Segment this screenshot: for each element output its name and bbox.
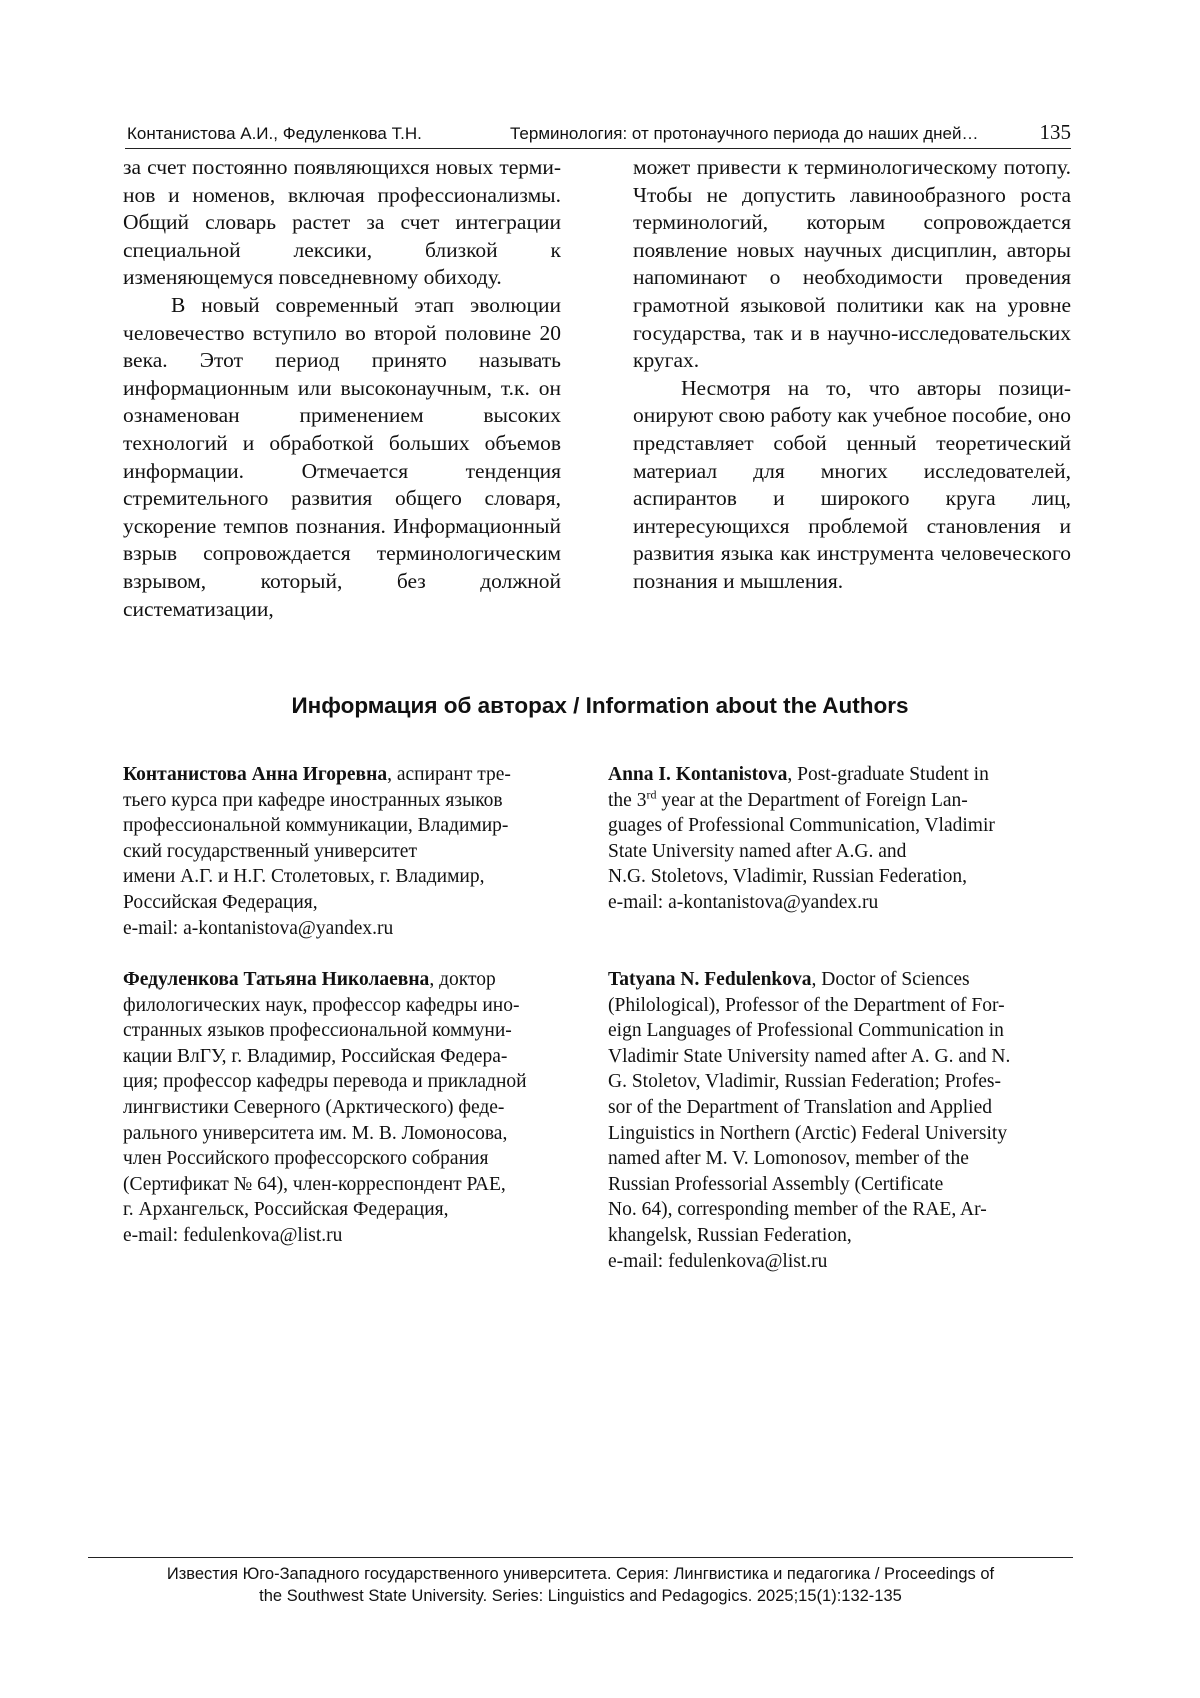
body-paragraph: В новый современный этап эволюции человечество вступило во второй половине 20 века. Этот период принято называть информационным или высоконаучным, т.к. он ознаменован применением высоких технологий и обработкой больших объемов информации. Отмечается тенденция стремительного развития общего словаря, ускорение темпов познания. Информационный взрыв сопровождается терминологическим взрывом, который, без должной систематизации, xyxy=(123,292,561,621)
body-column-right xyxy=(633,154,1071,596)
author-line: г. Архангельск, Российская Федерация, xyxy=(123,1199,449,1221)
author-line: , Post-graduate Student in xyxy=(787,764,989,785)
body-paragraph: может привести к терминологическому потопу. Чтобы не допустить лавинообразного роста терминологий, которым сопровождается появление новых научных дисциплин, авторы напоминают о необходимости проведения грамотной языковой политики как на уровне государства, так и в научно-исследовательских кругах. xyxy=(633,155,1071,373)
author-line: (Philological), Professor of the Department of For- xyxy=(608,994,1005,1016)
author-line: the 3 xyxy=(608,789,647,811)
footer-divider xyxy=(88,1557,1073,1558)
author-email: e-mail: a-kontanistova@yandex.ru xyxy=(123,917,394,939)
author-line: странных языков профессиональной коммуни- xyxy=(123,1020,512,1042)
author-line: ский государственный университет xyxy=(123,840,417,862)
author-line: тьего курса при кафедре иностранных языков xyxy=(123,789,503,811)
author-line: лингвистики Северного (Арктического) феде- xyxy=(123,1096,505,1118)
author-info-en-1 xyxy=(608,762,1078,916)
author-line: year at the Department of Foreign Lan- xyxy=(656,789,968,811)
author-line: филологических наук, профессор кафедры ино- xyxy=(123,994,520,1016)
author-line: член Российского профессорского собрания xyxy=(123,1148,489,1170)
author-line: рального университета им. М. В. Ломоносова, xyxy=(123,1122,508,1144)
author-line: eign Languages of Professional Communication in xyxy=(608,1020,1004,1042)
author-line: кации ВлГУ, г. Владимир, Российская Федера- xyxy=(123,1045,508,1067)
author-line: named after M. V. Lomonosov, member of the xyxy=(608,1148,969,1170)
page-number: 135 xyxy=(1039,120,1071,144)
header-article-title: Терминология: от протонаучного периода до наших дней… xyxy=(510,124,979,143)
author-line: sor of the Department of Translation and Applied xyxy=(608,1096,992,1118)
author-line: khangelsk, Russian Federation, xyxy=(608,1224,852,1246)
author-line: (Сертификат № 64), член-корреспондент РАЕ, xyxy=(123,1173,506,1195)
author-email: e-mail: fedulenkova@list.ru xyxy=(608,1250,828,1272)
author-line: G. Stoletov, Vladimir, Russian Federation; Profes- xyxy=(608,1071,1001,1093)
author-name: Tatyana N. Fedulenkova xyxy=(608,969,812,990)
author-line: , Doctor of Sciences xyxy=(811,969,970,990)
author-info-en-2 xyxy=(608,967,1078,1274)
author-line: State University named after A.G. and xyxy=(608,840,907,862)
author-line: N.G. Stoletovs, Vladimir, Russian Federation, xyxy=(608,866,968,888)
author-line: Russian Professorial Assembly (Certificate xyxy=(608,1173,944,1195)
author-line: ция; профессор кафедры перевода и прикладной xyxy=(123,1071,527,1093)
author-name: Anna I. Kontanistova xyxy=(608,764,788,785)
header-authors: Контанистова А.И., Федуленкова Т.Н. xyxy=(127,124,422,143)
author-info-ru-1 xyxy=(123,762,593,941)
journal-footer xyxy=(88,1563,1073,1607)
body-column-left xyxy=(123,154,561,623)
footer-line: Известия Юго-Западного государственного университета. Серия: Лингвистика и педагогика / Proceedings of xyxy=(166,1565,995,1583)
author-line: Vladimir State University named after A. G. and N. xyxy=(608,1045,1011,1067)
author-line: Linguistics in Northern (Arctic) Federal University xyxy=(608,1122,1008,1144)
author-line: Российская Федерация, xyxy=(123,891,318,913)
running-header xyxy=(125,116,1071,149)
author-email: e-mail: fedulenkova@list.ru xyxy=(123,1224,343,1246)
author-name: Федуленкова Татьяна Николаевна xyxy=(123,969,430,990)
authors-section-heading: Информация об авторах / Information about the Authors xyxy=(291,693,909,718)
author-line: No. 64), corresponding member of the RAE, Ar- xyxy=(608,1199,987,1221)
author-line: , аспирант тре- xyxy=(387,764,511,785)
footer-line: the Southwest State University. Series: Linguistics and Pedagogics. 2025;15(1):132-135 xyxy=(259,1587,902,1605)
ordinal-suffix: rd xyxy=(646,787,657,802)
author-line: имени А.Г. и Н.Г. Столетовых, г. Владимир, xyxy=(123,866,485,888)
author-info-ru-2 xyxy=(123,967,593,1249)
author-line: профессиональной коммуникации, Владимир- xyxy=(123,815,509,837)
author-email: e-mail: a-kontanistova@yandex.ru xyxy=(608,891,879,913)
body-paragraph: Несмотря на то, что авторы позиционируют свою работу как учебное пособие, оно представляет собой ценный теоретический материал для многих исследователей, аспирантов и широкого круга лиц, интересующихся проблемой становления и развития языка как инструмента человеческого познания и мышления. xyxy=(633,375,1071,593)
author-line: , доктор xyxy=(429,969,496,990)
body-paragraph: за счет постоянно появляющихся новых терминов и номенов, включая профессионализмы. Общий словарь растет за счет интеграции специальной лексики, близкой к изменяющемуся повседневному обиходу. xyxy=(123,155,561,290)
author-line: guages of Professional Communication, Vladimir xyxy=(608,815,995,837)
author-name: Контанистова Анна Игоревна xyxy=(123,764,388,785)
